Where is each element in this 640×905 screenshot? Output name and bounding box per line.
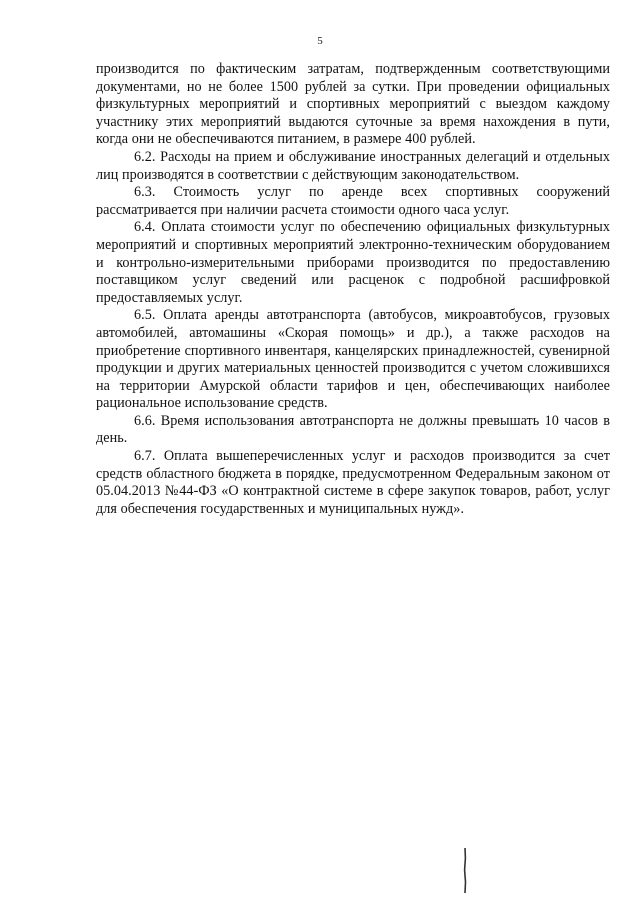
paragraph-6-3: 6.3. Стоимость услуг по аренде всех спортивных сооружений рассматривается при наличии расчета стоимости одного часа услуг. [96,184,610,218]
document-body [96,61,610,518]
page-number: 5 [317,35,323,47]
paragraph-continuation: производится по фактическим затратам, подтвержденным соответствующими документами, но не более 1500 рублей за сутки. При проведении официальных физкультурных мероприятий и спортивных мероприятий с выездом каждому участнику этих мероприятий выдаются суточные за время нахождения в пути, когда они не обеспечиваются питанием, в размере 400 рублей. [96,61,610,148]
paragraph-6-7: 6.7. Оплата вышеперечисленных услуг и расходов производится за счет средств областного бюджета в порядке, предусмотренном Федеральным законом от 05.04.2013 №44-ФЗ «О контрактной системе в сфере закупок товаров, работ, услуг для обеспечения государственных и муниципальных нужд». [96,448,610,517]
paragraph-6-5: 6.5. Оплата аренды автотранспорта (автобусов, микроавтобусов, грузовых автомобилей, автомашины «Скорая помощь» и др.), а также расходов на приобретение спортивного инвентаря, канцелярских принадлежностей, сувенирной продукции и других материальных ценностей производится с учетом сложившихся на территории Амурской области тарифов и цен, обеспечивающих наиболее рациональное использование средств. [96,307,610,412]
paragraph-6-6: 6.6. Время использования автотранспорта не должны превышать 10 часов в день. [96,412,610,447]
paragraph-6-4: 6.4. Оплата стоимости услуг по обеспечению официальных физкультурных мероприятий и спортивных мероприятий электронно-техническим оборудованием и контрольно-измерительными приборами производится по предоставлению поставщиком услуг сведений или расценок с подробной расшифровкой предоставляемых услуг. [96,219,610,306]
binding-mark [463,848,467,893]
paragraph-6-2: 6.2. Расходы на прием и обслуживание иностранных делегаций и отдельных лиц производятся в соответствии с действующим законодательством. [96,148,610,183]
